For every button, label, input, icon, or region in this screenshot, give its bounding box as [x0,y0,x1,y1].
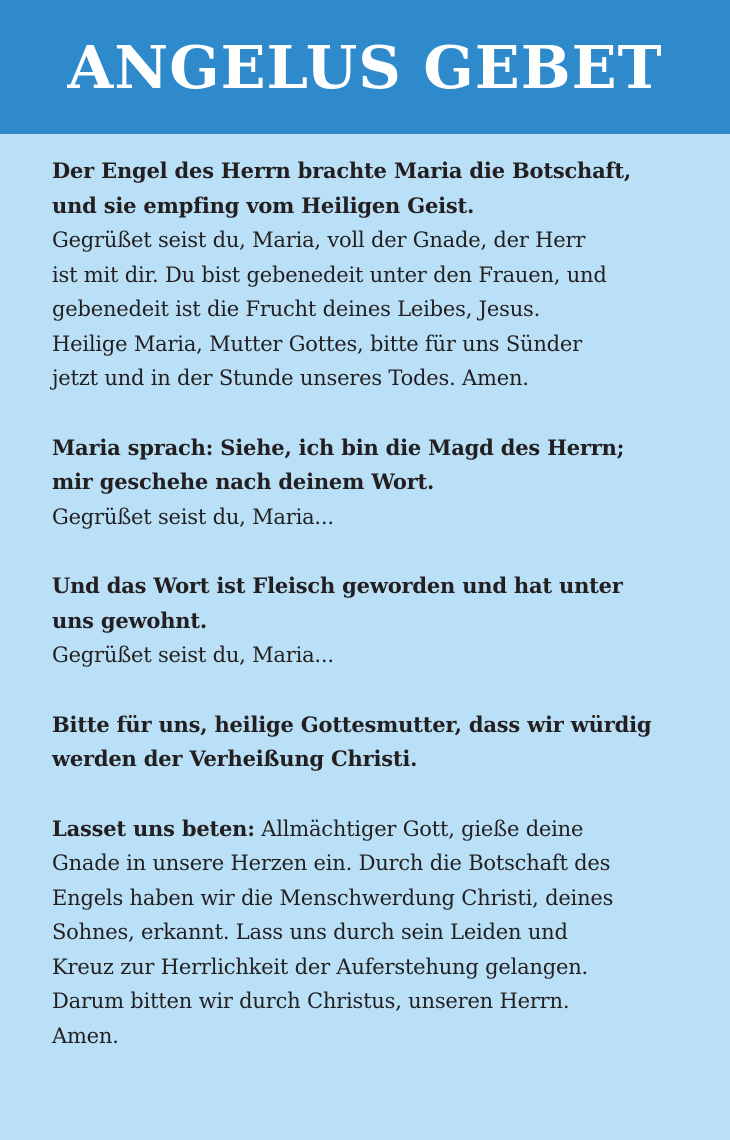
closing-prayer [52,812,690,1054]
closing-first-line [52,812,690,847]
section-2-line-1: Gegrüßet seist du, Maria... [52,504,334,529]
section-1-line-4: Heilige Maria, Mutter Gottes, bitte für uns Sünder [52,331,582,356]
section-1-bold-line-2: und sie empfing vom Heiligen Geist. [52,192,475,218]
section-1-bold-line-1: Der Engel des Herrn brachte Maria die Botschaft, [52,158,631,183]
section-1-line-5: jetzt und in der Stunde unseres Todes. Amen. [52,366,529,390]
section-3-bold-line-2: uns gewohnt. [52,607,207,633]
closing-line-5: Darum bitten wir durch Christus, unseren Herrn. [52,989,570,1013]
section-4-bold-line-2: werden der Verheißung Christi. [52,746,418,771]
section-2-bold-line-2: mir geschehe nach deinem Wort. [52,469,435,494]
section-3-bold-line-1: Und das Wort ist Fleisch geworden und hat unter [52,573,623,598]
prayer-text [0,134,730,1053]
closing-line-1: Gnade in unsere Herzen ein. Durch die Botschaft des [52,851,611,875]
closing-line-3: Sohnes, erkannt. Lass uns durch sein Leiden und [52,920,568,944]
closing-lead: Lasset uns beten: [52,815,255,841]
closing-first-line-rest: Allmächtiger Gott, gieße deine [254,816,584,841]
prayer-section-4 [52,708,690,777]
section-2-bold-line-1: Maria sprach: Siehe, ich bin die Magd des Herrn; [52,434,625,460]
closing-line-6: Amen. [52,1023,119,1048]
closing-line-4: Kreuz zur Herrlichkeit der Auferstehung gelangen. [52,954,588,979]
section-4-bold-line-1: Bitte für uns, heilige Gottesmutter, dass wir würdig [52,711,652,737]
prayer-section-1 [52,154,690,396]
title-banner [0,0,730,134]
section-1-line-3: gebenedeit ist die Frucht deines Leibes, Jesus. [52,297,541,321]
page-title: ANGELUS GEBET [67,32,663,102]
section-3-line-1: Gegrüßet seist du, Maria... [52,643,334,667]
prayer-section-2 [52,431,690,535]
prayer-section-3 [52,569,690,673]
section-1-line-2: ist mit dir. Du bist gebenedeit unter den Frauen, und [52,262,607,287]
section-1-line-1: Gegrüßet seist du, Maria, voll der Gnade, der Herr [52,228,586,252]
closing-line-2: Engels haben wir die Menschwerdung Christi, deines [52,885,614,910]
